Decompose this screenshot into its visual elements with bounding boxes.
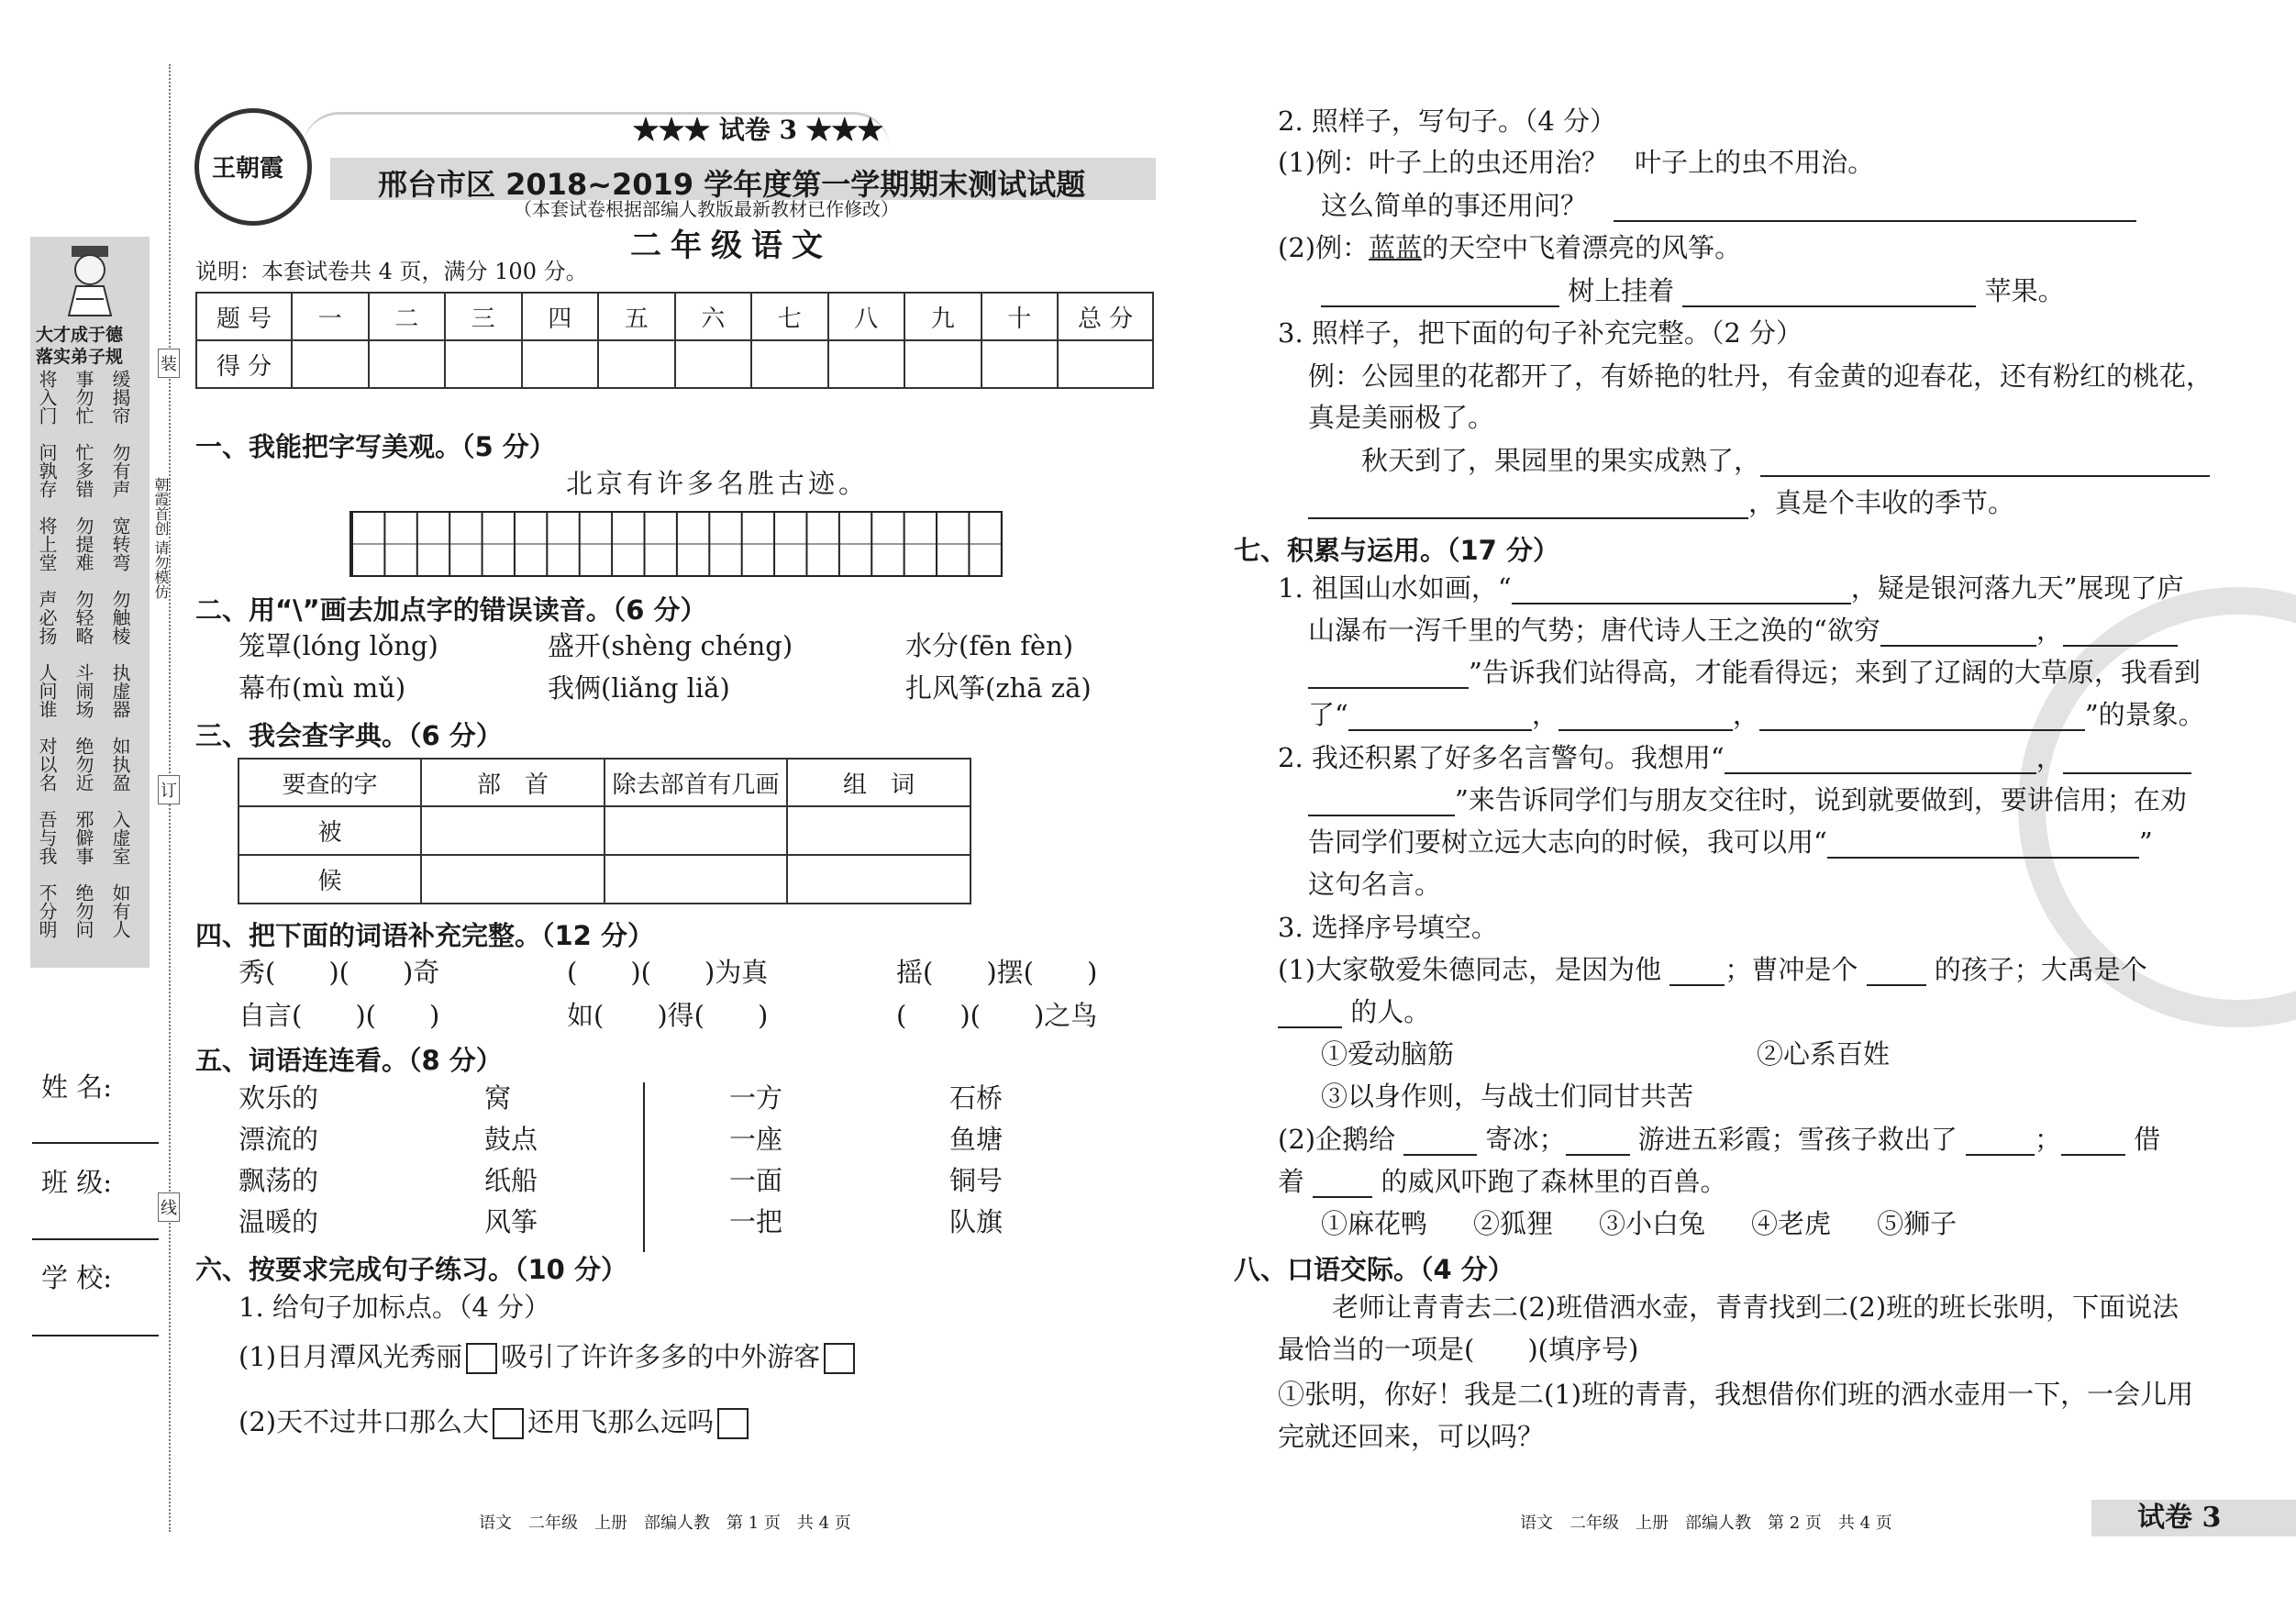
match-item[interactable]: 风筝 (484, 1206, 538, 1237)
paper-tag: ★★★ 试卷 3 ★★★ (633, 115, 883, 145)
s8-line1: 老师让青青去二(2)班借洒水壶，青青找到二(2)班的班长张明，下面说法 (1332, 1292, 2180, 1323)
brand-seal-logo (194, 108, 312, 226)
answer-blank[interactable] (1966, 1128, 2035, 1156)
match-item[interactable]: 漂流的 (238, 1124, 319, 1155)
s4-item-1[interactable]: 秀( )( )奇 (238, 957, 440, 988)
s7-q3-opt3: ③以身作则，与战士们同甘共苦 (1321, 1081, 1694, 1112)
section-8-title: 八、口语交际。（4 分） (1234, 1254, 1514, 1285)
answer-blank[interactable] (1566, 1128, 1630, 1156)
answer-blank[interactable] (1308, 789, 1455, 816)
verse-grid: 将入门 事勿忙 缓揭帘 问孰存 忙多错 勿有声 将上堂 勿提难 宽转弯 声必扬 勿轻略 勿触棱 人问谁 斗闹场 执虚器 对以名 绝勿近 如执盈 吾与我 邪僻事 入虚室 不分明 绝勿问 如有人 (36, 370, 131, 938)
s7-q1-line3: ”告诉我们站得高，才能看得远；来到了辽阔的大草原，我看到 (1308, 657, 2201, 689)
s2-item-4: 幕布(mù mǔ) (238, 672, 406, 704)
answer-blank[interactable] (1348, 704, 1532, 731)
lookup-char: 候 (238, 855, 421, 904)
s7-q2-line4: 这句名言。 (1308, 869, 1442, 900)
section-2-title: 二、用“\”画去加点字的错误读音。（6 分） (195, 594, 707, 626)
punctuation-box[interactable] (466, 1343, 497, 1374)
class-field[interactable] (32, 1238, 159, 1240)
answer-blank[interactable] (1313, 1170, 1372, 1198)
match-item[interactable]: 铜号 (949, 1165, 1004, 1196)
answer-blank[interactable] (1403, 1128, 1477, 1156)
answer-blank[interactable] (1669, 959, 1725, 986)
q2-task-1: 这么简单的事还用问？ (1321, 190, 2136, 222)
school-label: 学 校: (41, 1262, 112, 1293)
answer-blank[interactable] (2063, 619, 2178, 647)
match-item[interactable]: 队旗 (949, 1206, 1004, 1237)
s7-q3-1-line1: (1)大家敬爱朱德同志，是因为他 ；曹冲是个 的孩子；大禹是个 (1278, 954, 2147, 985)
answer-cell[interactable] (421, 806, 605, 855)
score-cell[interactable] (904, 340, 982, 388)
q2-example-2: (2)例：蓝蓝的天空中飞着漂亮的风筝。 (1278, 232, 1742, 263)
exam-subtitle: （本套试卷根据部编人教版最新教材已作修改） (514, 198, 899, 220)
s7-q2-line2: ”来告诉同学们与朋友交往时，说到就要做到，要讲信用；在劝 (1308, 784, 2187, 816)
q2-example-1: (1)例：叶子上的虫还用治？ 叶子上的虫不用治。 (1278, 147, 1875, 178)
punctuation-box[interactable] (493, 1408, 524, 1439)
name-field[interactable] (32, 1142, 159, 1144)
q2-task-2: 树上挂着 苹果。 (1321, 275, 2065, 307)
s7-q3-opt2: ②心系百姓 (1757, 1038, 1891, 1070)
answer-blank[interactable] (2063, 747, 2191, 774)
q3-example-line1: 例：公园里的花都开了，有娇艳的牡丹，有金黄的迎春花，还有粉红的桃花， (1308, 360, 2213, 392)
margin-label-brand: 朝霞首创 请勿模仿 (152, 477, 170, 600)
answer-blank[interactable] (1308, 492, 1748, 519)
s7-q3-title: 3. 选择序号填空。 (1278, 912, 1498, 943)
answer-blank[interactable] (1278, 1001, 1342, 1028)
answer-blank[interactable] (1867, 959, 1926, 986)
section-1-title: 一、我能把字写美观。（5 分） (195, 431, 556, 462)
match-item[interactable]: 一面 (729, 1165, 783, 1196)
match-item[interactable]: 鱼塘 (949, 1124, 1004, 1155)
s8-line3: ①张明，你好！我是二(1)班的青青，我想借你们班的洒水壶用一下，一会儿用 (1278, 1379, 2194, 1410)
score-cell[interactable] (522, 340, 599, 388)
match-item[interactable]: 温暖的 (238, 1206, 319, 1237)
answer-blank[interactable] (1682, 280, 1976, 307)
match-item[interactable]: 纸船 (484, 1165, 538, 1196)
score-cell[interactable] (292, 340, 369, 388)
match-item[interactable]: 一座 (729, 1124, 783, 1155)
answer-cell[interactable] (787, 806, 971, 855)
s8-line2: 最恰当的一项是( )(填序号) (1278, 1334, 1639, 1365)
s7-q3-2-line2: 着 的威风吓跑了森林里的百兽。 (1278, 1166, 1727, 1197)
answer-cell[interactable] (605, 855, 787, 904)
sidebar-motto-panel (30, 237, 150, 968)
answer-blank[interactable] (1614, 194, 2136, 222)
answer-blank[interactable] (1827, 831, 2139, 859)
s6-q1a: (1)日月潭风光秀丽 吸引了许许多多的中外游客 (238, 1341, 859, 1374)
s2-item-1: 笼罩(lóng lǒng) (238, 630, 438, 661)
answer-blank[interactable] (1558, 704, 1733, 731)
s7-q1-line2: 山瀑布一泻千里的气势；唐代诗人王之涣的“欲穷 ， (1308, 615, 2178, 647)
corner-paper-tag: 试卷 3 (2137, 1502, 2222, 1534)
section-3-title: 三、我会查字典。（6 分） (195, 720, 503, 751)
punctuation-box[interactable] (824, 1343, 855, 1374)
punctuation-box[interactable] (717, 1408, 749, 1439)
section-4-title: 四、把下面的词语补充完整。（12 分） (195, 920, 654, 951)
brand-name: 王朝霞 (212, 155, 284, 183)
school-field[interactable] (32, 1335, 159, 1336)
section-6-title: 六、按要求完成句子练习。（10 分） (195, 1254, 627, 1285)
tianzige-grid[interactable] (349, 511, 1003, 577)
motto-line-1: 大才成于德 (36, 325, 124, 345)
s7-q3-opts2: ①麻花鸭 ②狐狸 ③小白兔 ④老虎 ⑤狮子 (1321, 1208, 1958, 1239)
matching-divider (643, 1082, 645, 1252)
answer-blank[interactable] (1725, 747, 2036, 774)
match-item[interactable]: 飘荡的 (238, 1165, 319, 1196)
s2-item-3: 水分(fēn fèn) (905, 630, 1074, 661)
name-label: 姓 名: (41, 1071, 112, 1103)
answer-cell[interactable] (421, 855, 605, 904)
match-item[interactable]: 窝 (484, 1082, 512, 1114)
s7-q2-line3: 告同学们要树立远大志向的时候，我可以用“ ” (1308, 826, 2153, 858)
answer-cell[interactable] (787, 855, 971, 904)
score-cell[interactable] (369, 340, 446, 388)
margin-label-zhuang: 装 (158, 349, 180, 378)
s7-q3-opt1: ①爱动脑筋 (1321, 1038, 1455, 1070)
q3-example-line2: 真是美丽极了。 (1308, 402, 1495, 433)
match-item[interactable]: 鼓点 (484, 1124, 538, 1155)
score-cell[interactable] (445, 340, 522, 388)
q2-title: 2. 照样子，写句子。（4 分） (1278, 105, 1617, 137)
answer-blank[interactable] (1321, 280, 1559, 307)
s4-item-3[interactable]: 摇( )摆( ) (896, 957, 1098, 988)
left-footer: 语文 二年级 上册 部编人教 第 1 页 共 4 页 (479, 1514, 851, 1533)
match-item[interactable]: 一方 (729, 1082, 783, 1114)
answer-blank[interactable] (2061, 1128, 2125, 1156)
s7-q3-2-line1: (2)企鹅给 寄冰； 游进五彩霞；雪孩子救出了 ； 借 (1278, 1124, 2161, 1155)
s8-line4: 完就还回来，可以吗？ (1278, 1421, 1545, 1452)
match-item[interactable]: 欢乐的 (238, 1082, 319, 1114)
answer-blank[interactable] (1760, 449, 2210, 477)
s7-q3-1-line2: 的人。 (1278, 996, 1430, 1028)
s1-sentence: 北京有许多名胜古迹。 (566, 468, 870, 499)
s4-item-5[interactable]: 如( )得( ) (567, 1000, 769, 1031)
score-table: 题 号 一 二 三 四 五 六 七 八 九 十 总 分 得 分 (195, 292, 1154, 389)
answer-blank[interactable] (1512, 577, 1851, 604)
s2-item-6: 扎风筝(zhā zā) (905, 672, 1092, 704)
s6-q1: 1. 给句子加标点。（4 分） (238, 1292, 551, 1323)
answer-blank[interactable] (1308, 661, 1469, 689)
exam-title: 邢台市区 2018~2019 学年度第一学期期末测试试题 (378, 167, 1086, 202)
answer-blank[interactable] (1759, 704, 2085, 731)
answer-cell[interactable] (605, 806, 787, 855)
q3-task-line2: ，真是个丰收的季节。 (1308, 487, 2014, 519)
s4-item-4[interactable]: 自言( )( ) (238, 1000, 440, 1031)
score-cell[interactable] (828, 340, 905, 388)
margin-label-ding: 订 (158, 775, 180, 804)
right-footer: 语文 二年级 上册 部编人教 第 2 页 共 4 页 (1520, 1514, 1892, 1533)
dictionary-table: 要查的字 部 首 除去部首有几画 组 词 被 候 (238, 758, 971, 904)
score-cell[interactable] (675, 340, 752, 388)
score-cell[interactable] (982, 340, 1059, 388)
match-item[interactable]: 石桥 (949, 1082, 1004, 1114)
s4-item-6[interactable]: ( )( )之鸟 (896, 1000, 1098, 1031)
s7-q1-line1: 1. 祖国山水如画，“ ，疑是银河落九天”展现了庐 (1278, 572, 2184, 604)
exam-note: 说明：本套试卷共 4 页，满分 100 分。 (195, 259, 588, 284)
s7-q2-line1: 2. 我还积累了好多名言警句。我想用“ ， (1278, 742, 2191, 774)
margin-label-xian: 线 (158, 1192, 180, 1222)
section-5-title: 五、词语连连看。（8 分） (195, 1045, 503, 1076)
answer-blank[interactable] (1880, 619, 2036, 647)
score-cell[interactable] (751, 340, 828, 388)
lookup-char: 被 (238, 806, 421, 855)
q3-task-line1: 秋天到了，果园里的果实成熟了， (1361, 445, 2210, 477)
score-row-label: 题 号 (196, 293, 292, 340)
section-7-title: 七、积累与运用。（17 分） (1234, 535, 1559, 566)
scholar-illustration (58, 244, 122, 317)
score-row2-label: 得 分 (196, 340, 292, 388)
score-cell[interactable] (1058, 340, 1153, 388)
s2-item-5: 我俩(liǎng liǎ) (548, 672, 730, 704)
s2-item-2: 盛开(shèng chéng) (548, 630, 793, 661)
class-label: 班 级: (41, 1167, 112, 1198)
score-cell[interactable] (598, 340, 675, 388)
s4-item-2[interactable]: ( )( )为真 (567, 957, 769, 988)
s6-q1b: (2)天不过井口那么大 还用飞那么远吗 (238, 1406, 752, 1439)
q3-title: 3. 照样子，把下面的句子补充完整。（2 分） (1278, 317, 1803, 349)
grade-subject: 二年级语文 (630, 227, 832, 264)
match-item[interactable]: 一把 (729, 1206, 783, 1237)
motto-line-2: 落实弟子规 (36, 347, 124, 367)
s7-q1-line4: 了“ ， ， ”的景象。 (1308, 699, 2205, 730)
